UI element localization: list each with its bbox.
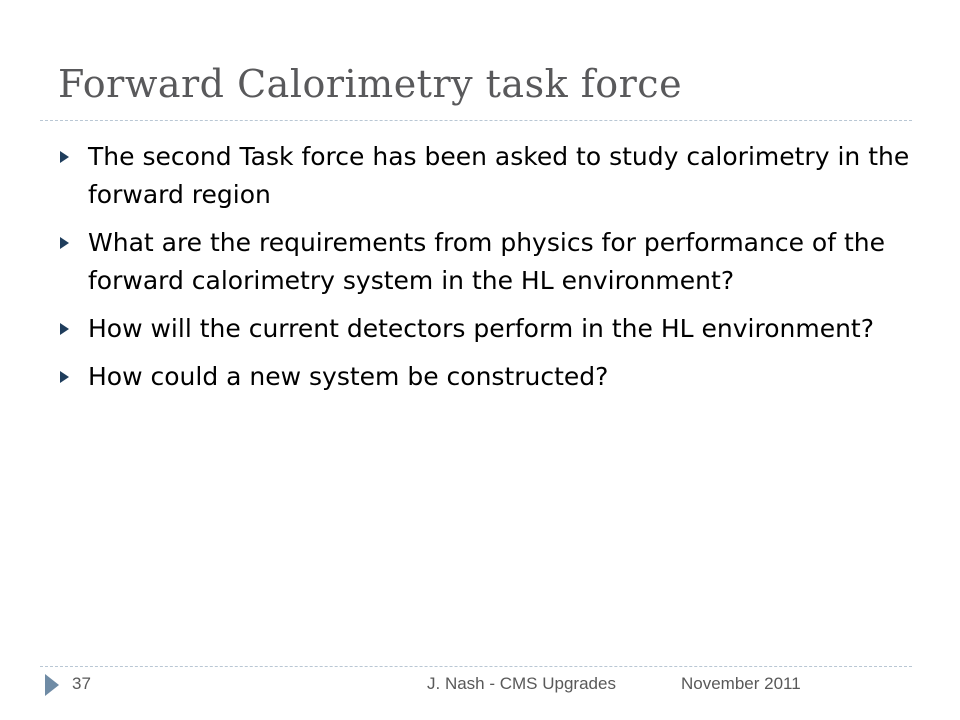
bullet-text: The second Task force has been asked to study calorimetry in the forward region <box>88 142 910 209</box>
bullet-text: What are the requirements from physics for performance of the forward calorimetry system in the HL environment? <box>88 228 885 295</box>
triangle-right-icon <box>45 674 59 696</box>
list-item <box>58 358 918 396</box>
list-item <box>58 138 918 214</box>
list-item <box>58 310 918 348</box>
triangle-right-icon <box>60 371 69 383</box>
page-number: 37 <box>72 674 91 693</box>
footer-divider <box>40 666 912 667</box>
footer-author: J. Nash - CMS Upgrades <box>427 674 616 693</box>
triangle-right-icon <box>60 151 69 163</box>
bullet-list <box>58 138 918 406</box>
triangle-right-icon <box>60 237 69 249</box>
bullet-text: How will the current detectors perform in the HL environment? <box>88 314 874 343</box>
bullet-text: How could a new system be constructed? <box>88 362 609 391</box>
triangle-right-icon <box>60 323 69 335</box>
slide-title: Forward Calorimetry task force <box>58 62 683 106</box>
list-item <box>58 224 918 300</box>
footer-date: November 2011 <box>681 674 801 693</box>
title-divider <box>40 120 912 121</box>
